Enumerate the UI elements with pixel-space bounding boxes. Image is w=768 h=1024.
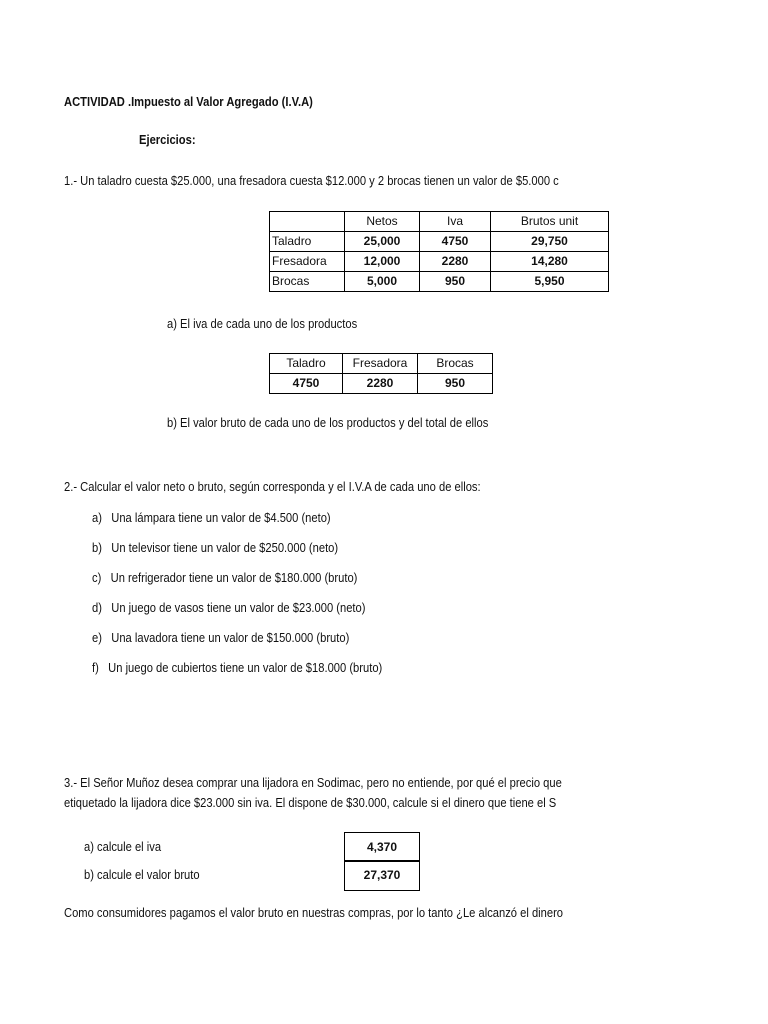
table-row bbox=[270, 374, 493, 394]
row-label: Fresadora bbox=[270, 252, 345, 272]
q3-bruto-answer-box: 27,370 bbox=[344, 860, 420, 891]
table-header-empty bbox=[270, 212, 345, 232]
cell-neto: 25,000 bbox=[345, 232, 420, 252]
question-2-text: 2.- Calcular el valor neto o bruto, según corresponda y el I.V.A de cada uno de ellos: bbox=[64, 479, 481, 494]
q1-part-b: b) El valor bruto de cada uno de los productos y del total de ellos bbox=[167, 415, 489, 430]
table-row bbox=[270, 232, 609, 252]
list-item: d) Un juego de vasos tiene un valor de $23.000 (neto) bbox=[92, 600, 366, 615]
iva-value-taladro: 4750 bbox=[270, 374, 343, 394]
cell-iva: 4750 bbox=[420, 232, 491, 252]
question-3-line-2: etiquetado la lijadora dice $23.000 sin iva. El dispone de $30.000, calcule si el dinero que tiene el S bbox=[64, 795, 557, 810]
iva-header-brocas: Brocas bbox=[418, 354, 493, 374]
q3-part-b-label: b) calcule el valor bruto bbox=[84, 867, 200, 882]
list-item: b) Un televisor tiene un valor de $250.000 (neto) bbox=[92, 540, 339, 555]
cell-neto: 12,000 bbox=[345, 252, 420, 272]
table-row bbox=[270, 272, 609, 292]
table-header-iva: Iva bbox=[420, 212, 491, 232]
table-header-row bbox=[270, 354, 493, 374]
iva-value-fresadora: 2280 bbox=[343, 374, 418, 394]
cell-bruto: 14,280 bbox=[491, 252, 609, 272]
q3-part-a-label: a) calcule el iva bbox=[84, 839, 162, 854]
question-1-text: 1.- Un taladro cuesta $25.000, una fresadora cuesta $12.000 y 2 brocas tienen un valor de $5.000 c bbox=[64, 173, 559, 188]
list-item: c) Un refrigerador tiene un valor de $180.000 (bruto) bbox=[92, 570, 358, 585]
row-label: Brocas bbox=[270, 272, 345, 292]
q1-values-table bbox=[269, 211, 609, 292]
table-header-row bbox=[270, 212, 609, 232]
table-row bbox=[270, 252, 609, 272]
cell-bruto: 5,950 bbox=[491, 272, 609, 292]
document-title: ACTIVIDAD .Impuesto al Valor Agregado (I.V.A) bbox=[64, 94, 313, 109]
iva-value-brocas: 950 bbox=[418, 374, 493, 394]
section-subtitle: Ejercicios: bbox=[139, 132, 196, 147]
iva-header-taladro: Taladro bbox=[270, 354, 343, 374]
cell-iva: 950 bbox=[420, 272, 491, 292]
cell-bruto: 29,750 bbox=[491, 232, 609, 252]
cell-iva: 2280 bbox=[420, 252, 491, 272]
table-header-brutos: Brutos unit bbox=[491, 212, 609, 232]
table-header-netos: Netos bbox=[345, 212, 420, 232]
row-label: Taladro bbox=[270, 232, 345, 252]
q3-iva-answer-box: 4,370 bbox=[344, 832, 420, 862]
question-3-line-1: 3.- El Señor Muñoz desea comprar una lijadora en Sodimac, pero no entiende, por qué el precio que bbox=[64, 775, 562, 790]
q1-iva-table bbox=[269, 353, 493, 394]
q3-conclusion: Como consumidores pagamos el valor bruto en nuestras compras, por lo tanto ¿Le alcanzó el dinero bbox=[64, 905, 564, 920]
q1-part-a: a) El iva de cada uno de los productos bbox=[167, 316, 358, 331]
list-item: e) Una lavadora tiene un valor de $150.000 (bruto) bbox=[92, 630, 350, 645]
list-item: f) Un juego de cubiertos tiene un valor de $18.000 (bruto) bbox=[92, 660, 383, 675]
cell-neto: 5,000 bbox=[345, 272, 420, 292]
iva-header-fresadora: Fresadora bbox=[343, 354, 418, 374]
list-item: a) Una lámpara tiene un valor de $4.500 (neto) bbox=[92, 510, 331, 525]
